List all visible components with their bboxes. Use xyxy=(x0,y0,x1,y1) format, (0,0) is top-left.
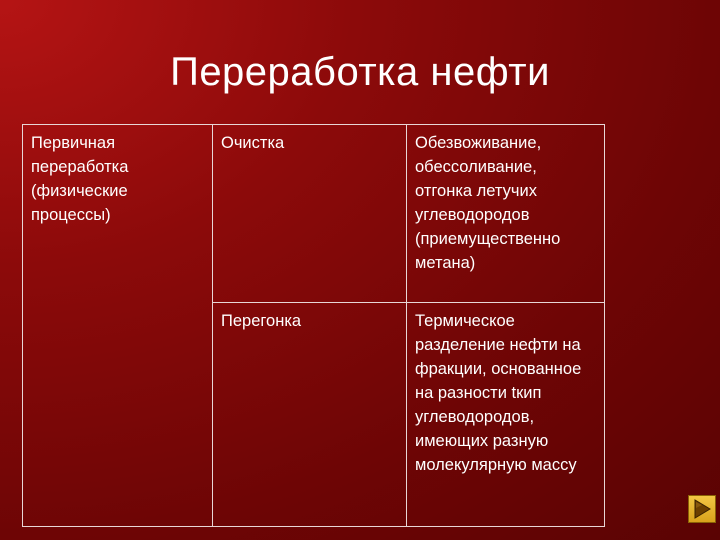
play-triangle-icon xyxy=(689,496,715,522)
category-label: Первичная переработка (физические процессы) xyxy=(31,134,129,224)
description-cell xyxy=(407,125,605,303)
description-cell xyxy=(407,303,605,527)
process-label: Перегонка xyxy=(221,312,302,330)
process-description: Термическое разделение нефти на фракции, основанное на разности tкип углеводородов, имеющих разную молекулярную массу xyxy=(415,312,582,474)
slide-title: Переработка нефти xyxy=(170,50,550,94)
processing-table xyxy=(22,124,605,527)
process-cell xyxy=(213,125,407,303)
table-row xyxy=(23,125,605,303)
process-description: Обезвоживание, обессоливание, отгонка летучих углеводородов (приемущественно метана) xyxy=(415,134,561,272)
process-cell xyxy=(213,303,407,527)
next-slide-button[interactable] xyxy=(688,495,716,523)
category-cell xyxy=(23,125,213,527)
process-label: Очистка xyxy=(221,134,285,152)
